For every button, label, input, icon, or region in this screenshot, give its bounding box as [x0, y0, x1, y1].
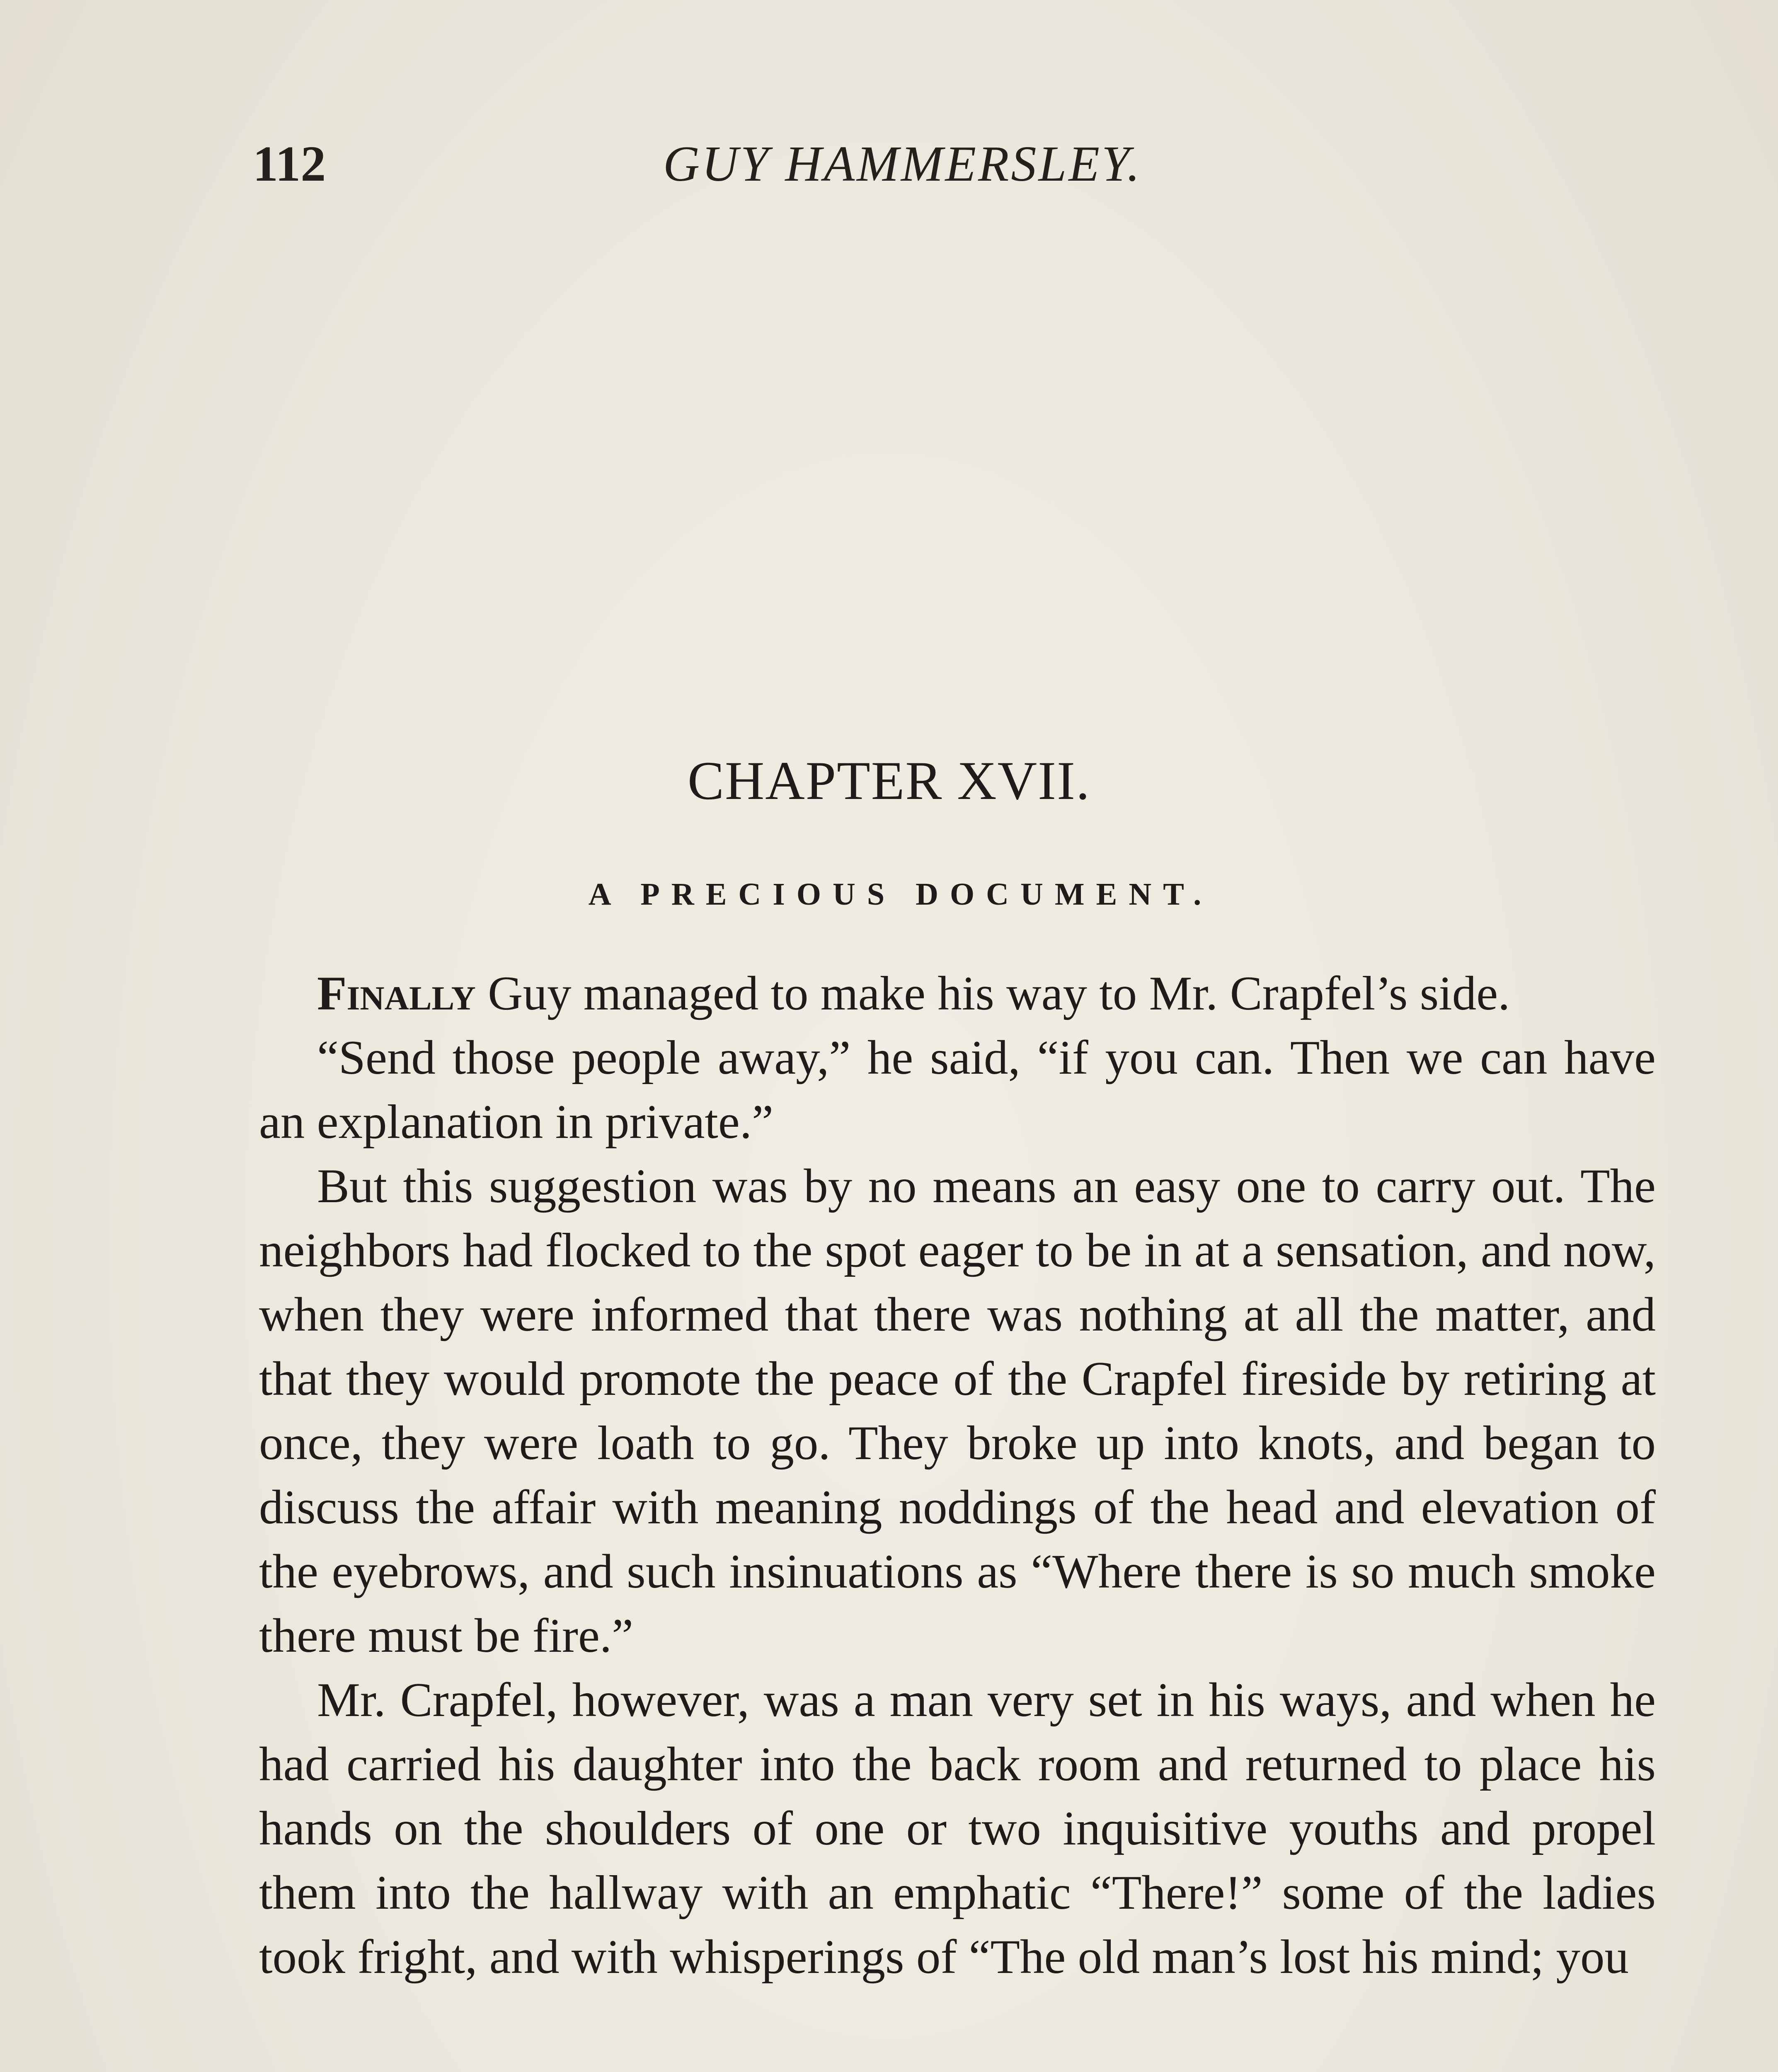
- paragraph-4: Mr. Crapfel, however, was a man very set in his ways, and when he had carried his daughter into the back room and returned to place his hands on the shoulders of one or two inquisitive youths and propel them into the hallway with an emphatic “There!” some of the ladies took fright, and with whisperings of “The old man’s lost his mind; you: [259, 1673, 1656, 1984]
- page-number: 112: [253, 136, 326, 192]
- paragraph-1-text: Guy managed to make his way to Mr. Crapfel’s side.: [475, 967, 1510, 1020]
- chapter-title: CHAPTER XVII.: [688, 750, 1090, 811]
- paragraph-2: “Send those people away,” he said, “if you can. Then we can have an explanation in private.”: [259, 1031, 1656, 1149]
- running-title: GUY HAMMERSLEY.: [663, 136, 1142, 192]
- paragraph-lead-word: Finally: [317, 967, 476, 1020]
- paragraph-1: [259, 961, 1656, 1026]
- body-text: [259, 961, 1656, 1989]
- paragraph-3: But this suggestion was by no means an easy one to carry out. The neighbors had flocked to the spot eager to be in at a sensation, and now, when they were informed that there was nothing at all the matter, and that they would promote the peace of the Crapfel fireside by retiring at once, they were loath to go. They broke up into knots, and began to discuss the affair with meaning noddings of the head and elevation of the eyebrows, and such insinuations as “Where there is so much smoke there must be fire.”: [259, 1159, 1656, 1663]
- chapter-subtitle: A PRECIOUS DOCUMENT.: [588, 877, 1213, 912]
